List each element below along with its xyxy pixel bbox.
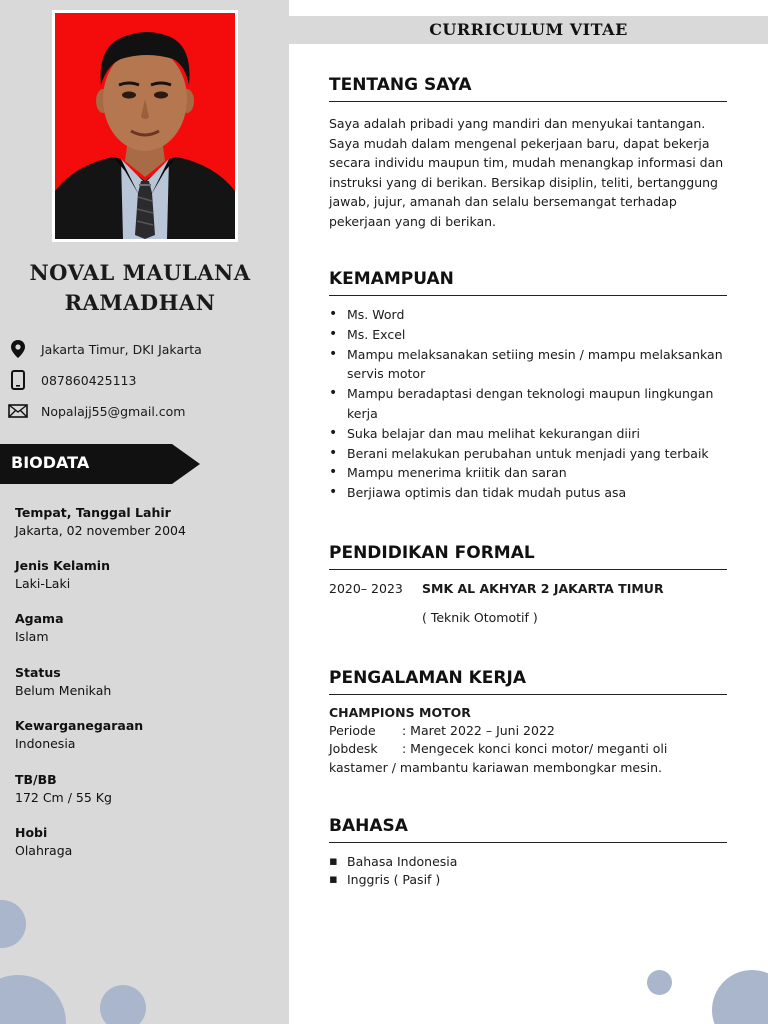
bio-item-birth <box>15 504 275 540</box>
list-item: • Berjiawa optimis dan tidak mudah putus asa <box>329 483 724 503</box>
section-title-about: TENTANG SAYA <box>329 74 727 102</box>
bio-label: Hobi <box>15 825 48 840</box>
bio-value: Islam <box>15 629 49 644</box>
bio-value: Laki-Laki <box>15 576 71 591</box>
bio-value: Olahraga <box>15 843 73 858</box>
bio-item-hobby <box>15 824 275 860</box>
email-text: Nopalajj55@gmail.com <box>41 403 186 419</box>
section-title-education: PENDIDIKAN FORMAL <box>329 542 727 570</box>
list-item: • Mampu menerima kriitik dan saran <box>329 463 724 483</box>
bio-item-height-weight <box>15 771 275 807</box>
skills-list <box>329 305 724 503</box>
about-line: Saya adalah pribadi yang mandiri dan menyukai tantangan. <box>329 116 706 131</box>
languages-list <box>329 853 729 889</box>
list-item: ▪ Bahasa Indonesia <box>329 853 729 871</box>
bio-value: Indonesia <box>15 736 76 751</box>
education-period: 2020– 2023 <box>329 581 403 596</box>
list-item: • Ms. Excel <box>329 325 724 345</box>
bio-value: Jakarta, 02 november 2004 <box>15 523 186 538</box>
decor-circle <box>712 970 768 1024</box>
name-line-1: NOVAL MAULANA <box>29 260 251 285</box>
experience-period-label: Periode <box>329 723 376 738</box>
section-title-experience: PENGALAMAN KERJA <box>329 667 727 695</box>
bio-label: Tempat, Tanggal Lahir <box>15 505 171 520</box>
bio-item-religion <box>15 610 275 646</box>
experience-period-value: : Maret 2022 – Juni 2022 <box>402 723 555 738</box>
about-line: instruksi yang di berikan. Bersikap disiplin, teliti, bertanggung <box>329 174 718 190</box>
phone-icon <box>8 370 28 390</box>
envelope-icon <box>8 401 28 421</box>
experience-company: CHAMPIONS MOTOR <box>329 705 471 720</box>
contact-address <box>8 338 278 360</box>
bio-label: TB/BB <box>15 772 57 787</box>
experience-job-value: : Mengecek konci konci motor/ meganti oli <box>402 741 668 756</box>
decor-circle <box>0 900 26 948</box>
phone-text: 087860425113 <box>41 372 137 388</box>
sidebar <box>0 0 289 1024</box>
bio-label: Status <box>15 665 61 680</box>
about-line: pekerjaan yang di berikan. <box>329 213 497 229</box>
contact-email <box>8 400 278 422</box>
bio-label: Agama <box>15 611 64 626</box>
about-paragraph <box>329 114 729 231</box>
biodata-banner <box>0 444 200 484</box>
cv-header: CURRICULUM VITAE <box>289 16 768 44</box>
section-title-languages: BAHASA <box>329 815 727 843</box>
bio-item-citizenship <box>15 717 275 753</box>
list-item: • Berani melakukan perubahan untuk menjadi yang terbaik <box>329 444 724 464</box>
about-line: secara individu maupun tim, mudah menangkap informasi dan <box>329 155 724 170</box>
about-line: Saya mudah dalam mengenal pekerjaan baru, dapat bekerja <box>329 135 710 151</box>
decor-circle <box>0 975 66 1024</box>
bio-label: Jenis Kelamin <box>15 558 110 573</box>
location-pin-icon <box>8 339 28 359</box>
address-text: Jakarta Timur, DKI Jakarta <box>41 341 202 357</box>
list-item: ▪ Inggris ( Pasif ) <box>329 871 729 889</box>
name-line-2: RAMADHAN <box>64 290 216 315</box>
bio-item-status <box>15 664 275 700</box>
bio-value: Belum Menikah <box>15 683 112 698</box>
section-title-skills: KEMAMPUAN <box>329 268 727 296</box>
list-item: • Mampu beradaptasi dengan teknologi maupun lingkungan kerja <box>329 384 724 424</box>
experience-job-label: Jobdesk <box>329 741 378 756</box>
biodata-title: BIODATA <box>11 453 90 472</box>
education-major: ( Teknik Otomotif ) <box>422 610 538 625</box>
decor-circle <box>647 970 672 995</box>
education-school: SMK AL AKHYAR 2 JAKARTA TIMUR <box>422 581 664 596</box>
experience-job-value-cont: kastamer / mambantu kariawan membongkar mesin. <box>329 760 662 775</box>
decor-circle <box>100 985 146 1024</box>
full-name <box>0 258 280 318</box>
bio-value: 172 Cm / 55 Kg <box>15 790 112 805</box>
contact-phone <box>8 369 278 391</box>
bio-item-gender <box>15 557 275 593</box>
list-item: • Suka belajar dan mau melihat kekurangan diiri <box>329 424 724 444</box>
list-item: • Ms. Word <box>329 305 724 325</box>
profile-photo <box>52 10 238 242</box>
bio-label: Kewarganegaraan <box>15 718 144 733</box>
about-line: jawab, jujur, amanah dan selalu bersemangat terhadap <box>329 194 677 209</box>
list-item: • Mampu melaksanakan setiing mesin / mampu melaksankan servis motor <box>329 345 724 385</box>
